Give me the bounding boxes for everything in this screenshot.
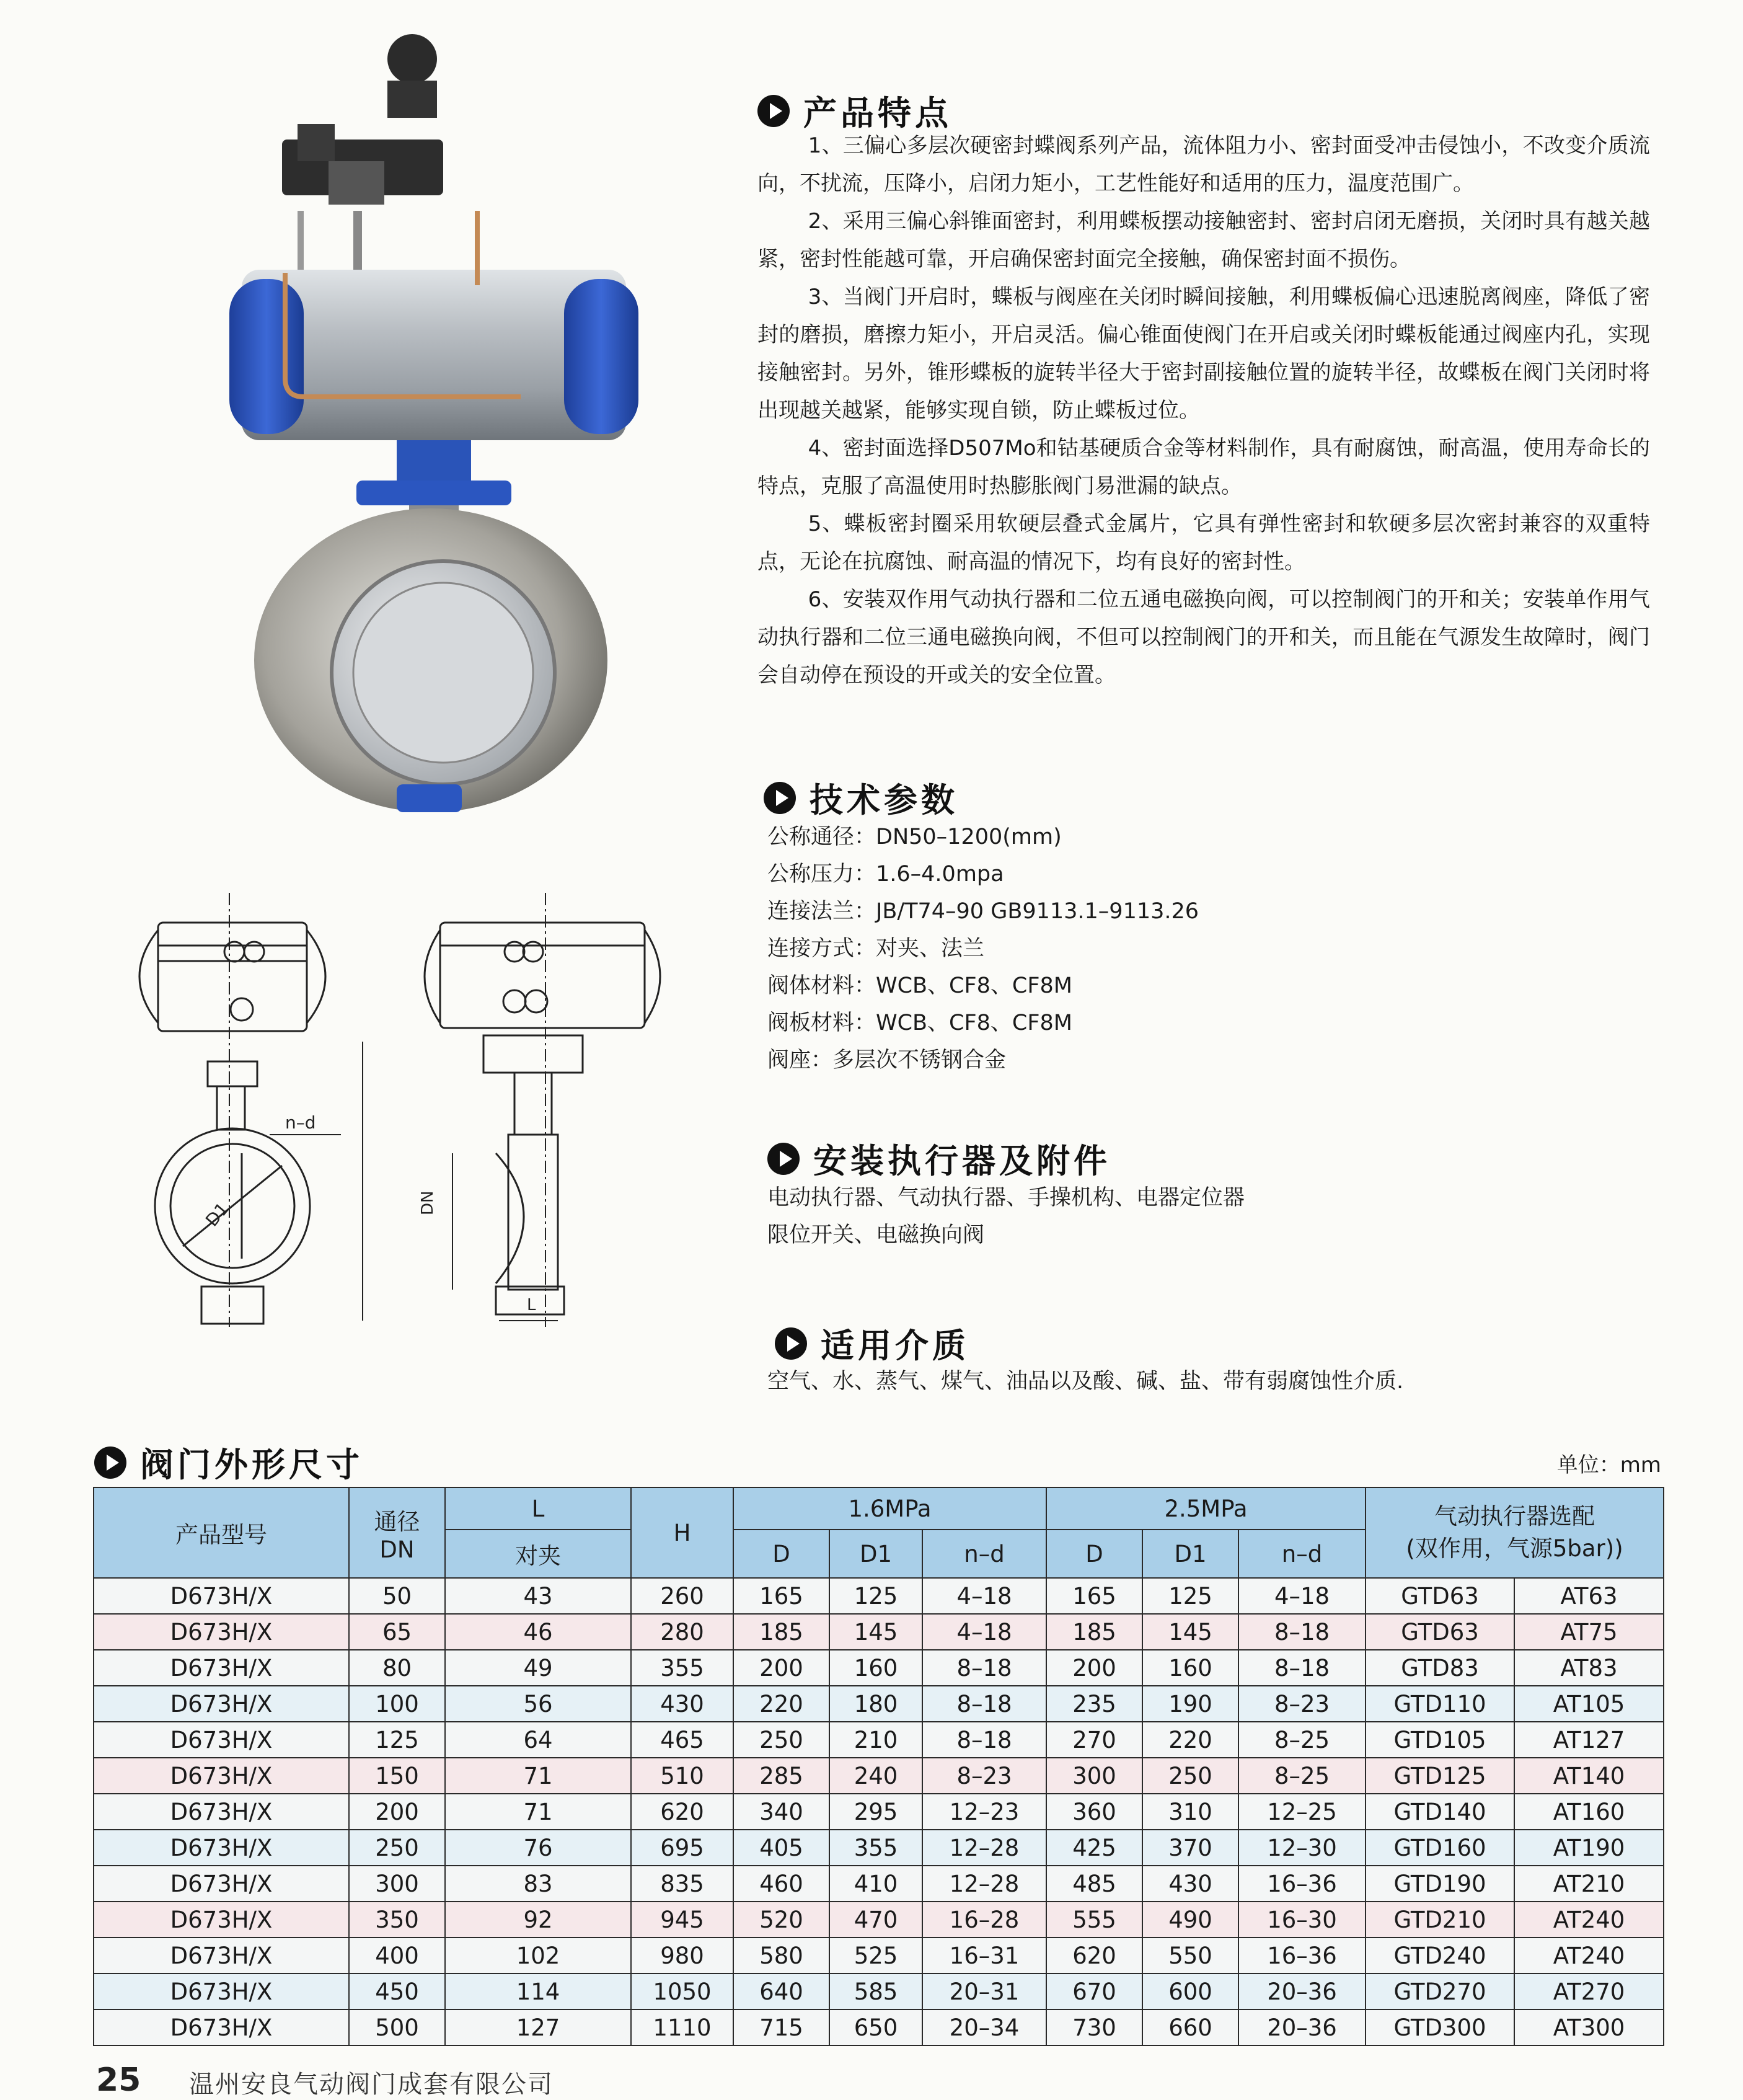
cell-d-25: 425: [1046, 1830, 1142, 1866]
cell-nd-16: 20–31: [922, 1974, 1046, 2009]
table-row: [94, 1650, 1664, 1686]
cell-dn: 250: [349, 1830, 445, 1866]
cell-h: 510: [631, 1758, 733, 1794]
features-title: 产品特点: [803, 94, 952, 133]
cell-actuator-gtd: GTD270: [1366, 1974, 1514, 2009]
cell-d-25: 485: [1046, 1866, 1142, 1902]
cell-l: 102: [445, 1938, 631, 1974]
dimensions-table: [93, 1487, 1664, 2046]
cell-d1-16: 525: [829, 1938, 922, 1974]
cell-nd-16: 12–28: [922, 1830, 1046, 1866]
header-l-wafer: 对夹: [445, 1530, 631, 1578]
param-row: 连接方式：对夹、法兰: [767, 936, 985, 961]
cell-d-16: 185: [733, 1614, 829, 1650]
l-label: L: [527, 1296, 536, 1314]
table-row: [94, 2009, 1664, 2045]
table-row: [94, 1686, 1664, 1722]
actuators-title: 安装执行器及附件: [813, 1141, 1111, 1181]
feature-paragraph: 2、采用三偏心斜锥面密封，利用蝶板摆动接触密封、密封启闭无磨损，关闭时具有越关越紧，密封性能越可靠，开启确保密封面完全接触，确保密封面不损伤。: [757, 209, 1650, 272]
header-d: D: [1046, 1530, 1142, 1578]
cell-l: 127: [445, 2009, 631, 2045]
cell-l: 46: [445, 1614, 631, 1650]
cell-nd-25: 8–25: [1238, 1758, 1366, 1794]
cell-l: 83: [445, 1866, 631, 1902]
cell-l: 92: [445, 1902, 631, 1938]
cell-d1-25: 600: [1142, 1974, 1238, 2009]
play-bullet-icon: [767, 1143, 800, 1175]
cell-actuator-at: AT210: [1514, 1866, 1664, 1902]
cell-d1-16: 650: [829, 2009, 922, 2045]
cell-actuator-at: AT83: [1514, 1650, 1664, 1686]
cell-actuator-at: AT127: [1514, 1722, 1664, 1758]
cell-actuator-gtd: GTD160: [1366, 1830, 1514, 1866]
actuator-row: 电动执行器、气动执行器、手操机构、电器定位器: [767, 1185, 1245, 1210]
dn-label: DN: [418, 1190, 437, 1215]
cell-nd-25: 8–18: [1238, 1650, 1366, 1686]
cell-d1-16: 180: [829, 1686, 922, 1722]
unit-label: 单位：mm: [1556, 1453, 1661, 1478]
cell-l: 71: [445, 1794, 631, 1830]
table-row: [94, 1938, 1664, 1974]
media-list: [767, 1363, 1635, 1400]
media-row: 空气、水、蒸气、煤气、油品以及酸、碱、盐、带有弱腐蚀性介质.: [767, 1369, 1404, 1394]
cell-d1-25: 125: [1142, 1578, 1238, 1614]
header-model: 产品型号: [94, 1487, 349, 1578]
cell-nd-25: 8–23: [1238, 1686, 1366, 1722]
cell-model: D673H/X: [94, 1686, 349, 1722]
cell-nd-16: 16–28: [922, 1902, 1046, 1938]
cell-d-25: 200: [1046, 1650, 1142, 1686]
cell-actuator-at: AT190: [1514, 1830, 1664, 1866]
cell-d-16: 285: [733, 1758, 829, 1794]
cell-actuator-gtd: GTD125: [1366, 1758, 1514, 1794]
cell-model: D673H/X: [94, 1938, 349, 1974]
cell-dn: 100: [349, 1686, 445, 1722]
cell-dn: 350: [349, 1902, 445, 1938]
cell-model: D673H/X: [94, 1974, 349, 2009]
cell-actuator-gtd: GTD83: [1366, 1650, 1514, 1686]
cell-actuator-at: AT140: [1514, 1758, 1664, 1794]
cell-d-16: 520: [733, 1902, 829, 1938]
cell-dn: 200: [349, 1794, 445, 1830]
param-row: 公称通径：DN50–1200(mm): [767, 825, 1062, 849]
cell-nd-25: 16–36: [1238, 1866, 1366, 1902]
cell-d1-25: 160: [1142, 1650, 1238, 1686]
table-row: [94, 1722, 1664, 1758]
cell-nd-16: 8–18: [922, 1722, 1046, 1758]
cell-d1-16: 355: [829, 1830, 922, 1866]
table-row: [94, 1794, 1664, 1830]
cell-d1-25: 660: [1142, 2009, 1238, 2045]
cell-actuator-at: AT160: [1514, 1794, 1664, 1830]
header-l: L: [445, 1487, 631, 1530]
cell-h: 1050: [631, 1974, 733, 2009]
cell-d1-16: 470: [829, 1902, 922, 1938]
valve-front-view-drawing: [115, 893, 406, 1333]
cell-model: D673H/X: [94, 1614, 349, 1650]
table-row: [94, 1758, 1664, 1794]
cell-dn: 150: [349, 1758, 445, 1794]
table-row: [94, 1830, 1664, 1866]
cell-d1-25: 310: [1142, 1794, 1238, 1830]
cell-d-25: 235: [1046, 1686, 1142, 1722]
cell-actuator-at: AT105: [1514, 1686, 1664, 1722]
cell-model: D673H/X: [94, 1722, 349, 1758]
cell-d-25: 670: [1046, 1974, 1142, 2009]
cell-d-16: 340: [733, 1794, 829, 1830]
cell-actuator-gtd: GTD190: [1366, 1866, 1514, 1902]
header-d: D: [733, 1530, 829, 1578]
cell-dn: 125: [349, 1722, 445, 1758]
cell-model: D673H/X: [94, 1578, 349, 1614]
cell-nd-25: 16–36: [1238, 1938, 1366, 1974]
cell-nd-16: 8–23: [922, 1758, 1046, 1794]
cell-d1-16: 210: [829, 1722, 922, 1758]
cell-l: 71: [445, 1758, 631, 1794]
header-d1: D1: [829, 1530, 922, 1578]
cell-nd-16: 4–18: [922, 1578, 1046, 1614]
cell-model: D673H/X: [94, 1830, 349, 1866]
cell-h: 355: [631, 1650, 733, 1686]
cell-model: D673H/X: [94, 1866, 349, 1902]
table-row: [94, 1866, 1664, 1902]
cell-d1-16: 145: [829, 1614, 922, 1650]
cell-actuator-gtd: GTD240: [1366, 1938, 1514, 1974]
cell-nd-16: 12–23: [922, 1794, 1046, 1830]
cell-actuator-gtd: GTD300: [1366, 2009, 1514, 2045]
cell-d1-16: 295: [829, 1794, 922, 1830]
cell-dn: 300: [349, 1866, 445, 1902]
cell-h: 980: [631, 1938, 733, 1974]
cell-model: D673H/X: [94, 1794, 349, 1830]
cell-d-25: 165: [1046, 1578, 1142, 1614]
cell-actuator-at: AT240: [1514, 1938, 1664, 1974]
cell-l: 49: [445, 1650, 631, 1686]
cell-d1-25: 550: [1142, 1938, 1238, 1974]
cell-actuator-gtd: GTD63: [1366, 1614, 1514, 1650]
cell-d-16: 250: [733, 1722, 829, 1758]
cell-d1-16: 585: [829, 1974, 922, 2009]
cell-d-25: 730: [1046, 2009, 1142, 2045]
cell-dn: 50: [349, 1578, 445, 1614]
cell-nd-16: 8–18: [922, 1650, 1046, 1686]
param-row: 阀座：多层次不锈钢合金: [767, 1048, 1007, 1073]
cell-l: 76: [445, 1830, 631, 1866]
header-1-6mpa: 1.6MPa: [733, 1487, 1046, 1530]
cell-model: D673H/X: [94, 1650, 349, 1686]
feature-paragraph: 6、安装双作用气动执行器和二位五通电磁换向阀，可以控制阀门的开和关；安装单作用气动执行器和二位三通电磁换向阀，不但可以控制阀门的开和关，而且能在气源发生故障时，阀门会自动停在预设的开或关的安全位置。: [757, 587, 1650, 688]
valve-product-photo: [186, 25, 682, 812]
cell-h: 835: [631, 1866, 733, 1902]
cell-d1-16: 240: [829, 1758, 922, 1794]
tech-heading: [764, 774, 958, 822]
cell-d1-16: 160: [829, 1650, 922, 1686]
header-dn: 通径 DN: [349, 1487, 445, 1578]
header-actuator: 气动执行器选配 (双作用，气源5bar)): [1366, 1487, 1664, 1578]
cell-nd-16: 4–18: [922, 1614, 1046, 1650]
play-bullet-icon: [757, 95, 790, 127]
cell-actuator-at: AT75: [1514, 1614, 1664, 1650]
cell-actuator-at: AT300: [1514, 2009, 1664, 2045]
table-row: [94, 1902, 1664, 1938]
cell-nd-25: 12–30: [1238, 1830, 1366, 1866]
table-row: [94, 1578, 1664, 1614]
tech-title: 技术参数: [810, 781, 958, 820]
actuators-list: [767, 1179, 1635, 1254]
cell-model: D673H/X: [94, 1758, 349, 1794]
cell-d-25: 555: [1046, 1902, 1142, 1938]
cell-nd-16: 8–18: [922, 1686, 1046, 1722]
cell-nd-25: 4–18: [1238, 1578, 1366, 1614]
cell-h: 430: [631, 1686, 733, 1722]
cell-d1-25: 370: [1142, 1830, 1238, 1866]
cell-d1-25: 145: [1142, 1614, 1238, 1650]
cell-actuator-at: AT63: [1514, 1578, 1664, 1614]
cell-d1-25: 250: [1142, 1758, 1238, 1794]
feature-paragraph: 5、蝶板密封圈采用软硬层叠式金属片，它具有弹性密封和软硬多层次密封兼容的双重特点，无论在抗腐蚀、耐高温的情况下，均有良好的密封性。: [757, 512, 1650, 574]
cell-d1-25: 430: [1142, 1866, 1238, 1902]
d1-label: D1: [201, 1198, 233, 1231]
play-bullet-icon: [775, 1327, 807, 1360]
param-row: 连接法兰：JB/T74–90 GB9113.1–9113.26: [767, 899, 1199, 924]
cell-l: 64: [445, 1722, 631, 1758]
cell-actuator-at: AT240: [1514, 1902, 1664, 1938]
cell-d1-25: 220: [1142, 1722, 1238, 1758]
table-heading: [94, 1438, 363, 1486]
cell-d-16: 640: [733, 1974, 829, 2009]
cell-actuator-gtd: GTD105: [1366, 1722, 1514, 1758]
cell-nd-16: 12–28: [922, 1866, 1046, 1902]
header-d1: D1: [1142, 1530, 1238, 1578]
pneumatic-butterfly-valve-illustration: [186, 25, 682, 812]
cell-actuator-gtd: GTD110: [1366, 1686, 1514, 1722]
param-row: 阀体材料：WCB、CF8、CF8M: [767, 973, 1072, 998]
cell-d-16: 220: [733, 1686, 829, 1722]
feature-paragraph: 1、三偏心多层次硬密封蝶阀系列产品，流体阻力小、密封面受冲击侵蚀小，不改变介质流向，不扰流，压降小，启闭力矩小，工艺性能好和适用的压力，温度范围广。: [757, 133, 1650, 196]
cell-l: 114: [445, 1974, 631, 2009]
media-heading: [775, 1319, 969, 1367]
cell-d-16: 405: [733, 1830, 829, 1866]
feature-paragraph: 3、当阀门开启时，蝶板与阀座在关闭时瞬间接触，利用蝶板偏心迅速脱离阀座，降低了密封的磨损，磨擦力矩小，开启灵活。偏心锥面使阀门在开启或关闭时蝶板能通过阀座内孔，实现接触密封。另外，锥形蝶板的旋转半径大于密封副接触位置的旋转半径，故蝶板在阀门关闭时将出现越关越紧，能够实现自锁，防止蝶板过位。: [757, 285, 1650, 423]
cell-actuator-gtd: GTD210: [1366, 1902, 1514, 1938]
cell-actuator-gtd: GTD63: [1366, 1578, 1514, 1614]
cell-nd-25: 16–30: [1238, 1902, 1366, 1938]
cell-model: D673H/X: [94, 1902, 349, 1938]
param-row: 公称压力：1.6–4.0mpa: [767, 862, 1004, 887]
cell-nd-25: 12–25: [1238, 1794, 1366, 1830]
cell-d1-25: 190: [1142, 1686, 1238, 1722]
param-row: 阀板材料：WCB、CF8、CF8M: [767, 1011, 1072, 1035]
cell-d-16: 715: [733, 2009, 829, 2045]
table-title: 阀门外形尺寸: [140, 1445, 363, 1484]
cell-dn: 450: [349, 1974, 445, 2009]
media-title: 适用介质: [821, 1326, 969, 1365]
company-name: 温州安良气动阀门成套有限公司: [189, 2070, 554, 2099]
cell-d1-16: 125: [829, 1578, 922, 1614]
cell-h: 945: [631, 1902, 733, 1938]
cell-nd-25: 20–36: [1238, 2009, 1366, 2045]
cell-dn: 500: [349, 2009, 445, 2045]
cell-l: 43: [445, 1578, 631, 1614]
cell-d-16: 165: [733, 1578, 829, 1614]
cell-nd-16: 20–34: [922, 2009, 1046, 2045]
cell-d-25: 185: [1046, 1614, 1142, 1650]
cell-d-25: 360: [1046, 1794, 1142, 1830]
cell-h: 260: [631, 1578, 733, 1614]
cell-d-25: 270: [1046, 1722, 1142, 1758]
cell-model: D673H/X: [94, 2009, 349, 2045]
cell-dn: 400: [349, 1938, 445, 1974]
cell-dn: 80: [349, 1650, 445, 1686]
features-text: [757, 127, 1650, 694]
cell-nd-25: 8–25: [1238, 1722, 1366, 1758]
header-nd: n–d: [922, 1530, 1046, 1578]
header-nd: n–d: [1238, 1530, 1366, 1578]
cell-h: 280: [631, 1614, 733, 1650]
feature-paragraph: 4、密封面选择D507Mo和钴基硬质合金等材料制作，具有耐腐蚀，耐高温，使用寿命长的特点，克服了高温使用时热膨胀阀门易泄漏的缺点。: [757, 436, 1650, 498]
cell-d-16: 580: [733, 1938, 829, 1974]
header-h: H: [631, 1487, 733, 1578]
cell-h: 1110: [631, 2009, 733, 2045]
cell-d1-25: 490: [1142, 1902, 1238, 1938]
cell-d-16: 460: [733, 1866, 829, 1902]
valve-side-view-drawing: [403, 893, 669, 1333]
actuators-heading: [767, 1135, 1111, 1182]
cell-actuator-at: AT270: [1514, 1974, 1664, 2009]
cell-nd-25: 8–18: [1238, 1614, 1366, 1650]
cell-nd-16: 16–31: [922, 1938, 1046, 1974]
cell-nd-25: 20–36: [1238, 1974, 1366, 2009]
page-number: 25: [96, 2062, 141, 2099]
actuator-row: 限位开关、电磁换向阀: [767, 1223, 985, 1247]
header-2-5mpa: 2.5MPa: [1046, 1487, 1366, 1530]
table-row: [94, 1974, 1664, 2009]
cell-h: 695: [631, 1830, 733, 1866]
play-bullet-icon: [94, 1447, 126, 1479]
cell-h: 620: [631, 1794, 733, 1830]
cell-h: 465: [631, 1722, 733, 1758]
cell-d1-16: 410: [829, 1866, 922, 1902]
nd-label: n–d: [285, 1112, 316, 1133]
play-bullet-icon: [764, 782, 796, 814]
cell-d-25: 620: [1046, 1938, 1142, 1974]
cell-d-25: 300: [1046, 1758, 1142, 1794]
tech-params-list: [767, 818, 1635, 1079]
cell-dn: 65: [349, 1614, 445, 1650]
cell-l: 56: [445, 1686, 631, 1722]
cell-d-16: 200: [733, 1650, 829, 1686]
table-row: [94, 1614, 1664, 1650]
cell-actuator-gtd: GTD140: [1366, 1794, 1514, 1830]
